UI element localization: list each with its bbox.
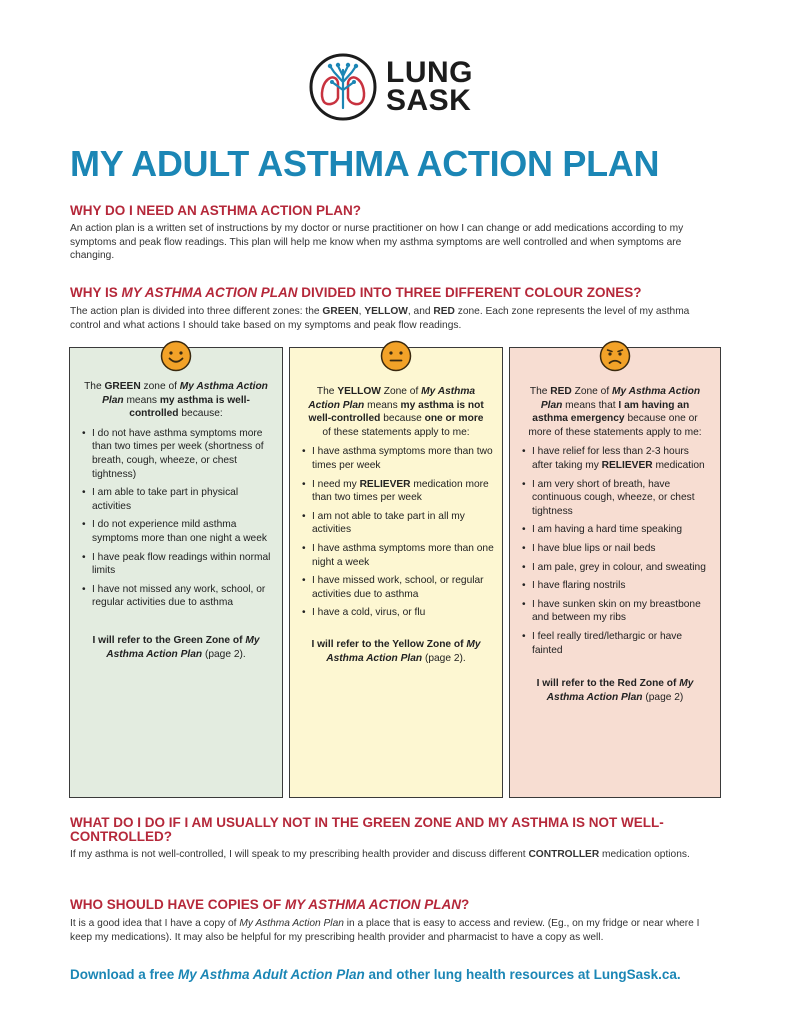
section4-heading: [70, 897, 469, 912]
worried-face-icon: [599, 340, 631, 372]
list-item: • I have missed work, school, or regular activities due to asthma: [302, 574, 494, 601]
red-intro-f: I am having an asthma emergency: [532, 399, 690, 425]
green-zone-card: [69, 347, 283, 798]
section2-red: RED: [433, 306, 455, 317]
section4-text-b: My Asthma Action Plan: [239, 918, 344, 929]
yellow-zone-footer: [290, 638, 502, 665]
lungsask-logo: [308, 52, 473, 122]
green-footer-a: I will refer to the Green Zone of: [92, 634, 246, 646]
download-line[interactable]: [70, 967, 681, 982]
green-intro-d: My Asthma Action Plan: [102, 381, 268, 406]
logo-line-2: SASK: [386, 84, 472, 117]
list-item: • I am not able to take part in all my activities: [302, 510, 494, 537]
happy-face-icon: [160, 340, 192, 372]
yellow-zone-card: [289, 347, 503, 798]
list-item: • I have sunken skin on my breastbone and between my ribs: [522, 598, 712, 625]
list-item: • I have not missed any work, school, or regular activities due to asthma: [82, 583, 274, 610]
section4-text-a: It is a good idea that I have a copy of: [70, 918, 240, 929]
neutral-face-icon: [380, 340, 412, 372]
red-zone-intro: [510, 385, 720, 439]
green-zone-footer: [70, 634, 282, 661]
red-footer-c: (page 2): [642, 691, 684, 703]
yellow-footer-b: My Asthma Action Plan: [326, 638, 481, 664]
yellow-intro-a: The: [316, 386, 338, 397]
green-intro-g: because:: [178, 408, 223, 420]
list-item: [522, 445, 712, 472]
section2-comma: ,: [358, 306, 365, 317]
section2-yellow: YELLOW: [364, 306, 408, 317]
reliever-word: RELIEVER: [359, 478, 411, 490]
list-item: [302, 478, 494, 505]
green-zone-intro: [70, 380, 282, 421]
yellow-zone-intro: [290, 385, 502, 439]
section2-text-a: The action plan is divided into three different zones: the: [70, 306, 323, 317]
logo-line-1: LUNG: [386, 56, 473, 89]
list-item: • I have blue lips or nail beds: [522, 542, 712, 556]
green-intro-e: means: [123, 394, 160, 406]
red-footer-a: I will refer to the Red Zone of: [536, 678, 680, 690]
section3-controller: CONTROLLER: [528, 849, 600, 860]
section2-text: [70, 305, 720, 332]
list-item: • I do not experience mild asthma symptoms more than one night a week: [82, 518, 274, 545]
section2-heading-pre: WHY IS: [70, 285, 122, 300]
reliever-pre: I need my: [312, 478, 360, 490]
red-intro-e: means that: [562, 399, 619, 411]
list-item: • I do not have asthma symptoms more than two times per week (shortness of breath, cough, wheeze, or chest tightness): [82, 427, 274, 481]
yellow-intro-h: one or more: [424, 413, 484, 425]
download-italic: My Asthma Adult Action Plan: [178, 967, 365, 982]
yellow-intro-i: of these statements apply to me:: [322, 426, 470, 438]
list-item: • I am able to take part in physical activities: [82, 486, 274, 513]
yellow-footer-a: I will refer to the Yellow Zone of: [311, 638, 467, 650]
red-zone-card: [509, 347, 721, 798]
section3-heading: WHAT DO I DO IF I AM USUALLY NOT IN THE GREEN ZONE AND MY ASTHMA IS NOT WELL-CONTROLLED?: [70, 815, 664, 844]
relief-reliever-word: RELIEVER: [601, 459, 653, 471]
section4-text: [70, 917, 720, 944]
relief-pre: I have relief for less than 2-3 hours after taking my: [532, 446, 689, 471]
section3-text-c: medication options.: [599, 849, 690, 860]
green-footer-c: (page 2).: [202, 648, 246, 660]
list-item: • I feel really tired/lethargic or have fainted: [522, 630, 712, 657]
section4-heading-pre: WHO SHOULD HAVE COPIES OF: [70, 897, 286, 912]
section1-heading: WHY DO I NEED AN ASTHMA ACTION PLAN?: [70, 203, 361, 218]
green-zone-list: [70, 427, 282, 610]
red-zone-footer: [510, 677, 720, 704]
lung-tree-logo-icon: [308, 52, 378, 122]
yellow-intro-e: means: [364, 399, 401, 411]
section2-heading-post: DIVIDED INTO THREE DIFFERENT COLOUR ZONES?: [297, 285, 642, 300]
yellow-intro-c: Zone of: [380, 386, 422, 397]
red-intro-g: because one or more of these statements apply to me:: [528, 413, 702, 438]
yellow-footer-c: (page 2).: [422, 652, 466, 664]
green-footer-b: My Asthma Action Plan: [106, 634, 260, 660]
logo-wordmark: [386, 56, 473, 117]
section2-text-b: zone. Each zone represents the level of my asthma control and what actions I should take based on my symptoms and peak flow readings.: [70, 306, 690, 331]
yellow-intro-b: YELLOW: [337, 386, 381, 397]
section2-and: , and: [407, 306, 434, 317]
yellow-intro-f: my asthma is not well-controlled: [308, 399, 484, 425]
list-item: • I am very short of breath, have continuous cough, wheeze, or chest tightness: [522, 478, 712, 519]
section1-text: An action plan is a written set of instructions by my doctor or nurse practitioner on how I can change or add medications according to my symptoms and peak flow readings. This plan will help me know when my asthma symptoms are well controlled and when symptoms are changing.: [70, 223, 684, 262]
list-item: • I have asthma symptoms more than one night a week: [302, 542, 494, 569]
red-zone-list: [510, 445, 720, 657]
relief-post: medication: [652, 459, 705, 471]
yellow-intro-g: because: [380, 413, 425, 425]
list-item: • I have asthma symptoms more than two times per week: [302, 445, 494, 472]
section3-text: [70, 848, 720, 862]
section2-heading: [70, 285, 642, 300]
list-item: • I have a cold, virus, or flu: [302, 606, 494, 620]
red-intro-a: The: [529, 386, 551, 397]
section2-heading-italic: MY ASTHMA ACTION PLAN: [121, 285, 298, 300]
green-intro-b: GREEN: [104, 381, 141, 392]
red-intro-d: My Asthma Action Plan: [540, 386, 701, 411]
list-item: • I have peak flow readings within normal limits: [82, 551, 274, 578]
yellow-intro-d: My Asthma Action Plan: [308, 386, 476, 411]
red-footer-b: My Asthma Action Plan: [546, 678, 694, 703]
green-intro-c: zone of: [140, 381, 180, 392]
section4-heading-italic: MY ASTHMA ACTION PLAN: [285, 897, 462, 912]
download-post[interactable]: and other lung health resources at LungSask.ca.: [364, 967, 681, 982]
yellow-zone-list: [290, 445, 502, 620]
page-title: MY ADULT ASTHMA ACTION PLAN: [70, 143, 660, 184]
green-intro-a: The: [84, 381, 105, 392]
download-pre: Download a free: [70, 967, 179, 982]
list-item: • I am pale, grey in colour, and sweating: [522, 561, 712, 575]
red-intro-c: Zone of: [571, 386, 612, 397]
section2-green: GREEN: [322, 306, 359, 317]
red-intro-b: RED: [550, 386, 572, 397]
section3-text-a: If my asthma is not well-controlled, I will speak to my prescribing health provider and discuss different: [70, 849, 529, 860]
list-item: • I have flaring nostrils: [522, 579, 712, 593]
section4-text-c: in a place that is easy to access and review. (Eg., on my fridge or near where I keep my medications). It may also be helpful for my prescribing health provider and pharmacist to have a copy as well.: [70, 918, 700, 943]
green-intro-f: my asthma is well-controlled: [129, 394, 250, 420]
reliever-post: medication more than two times per week: [312, 478, 489, 504]
section4-heading-post: ?: [461, 897, 470, 912]
list-item: • I am having a hard time speaking: [522, 523, 712, 537]
